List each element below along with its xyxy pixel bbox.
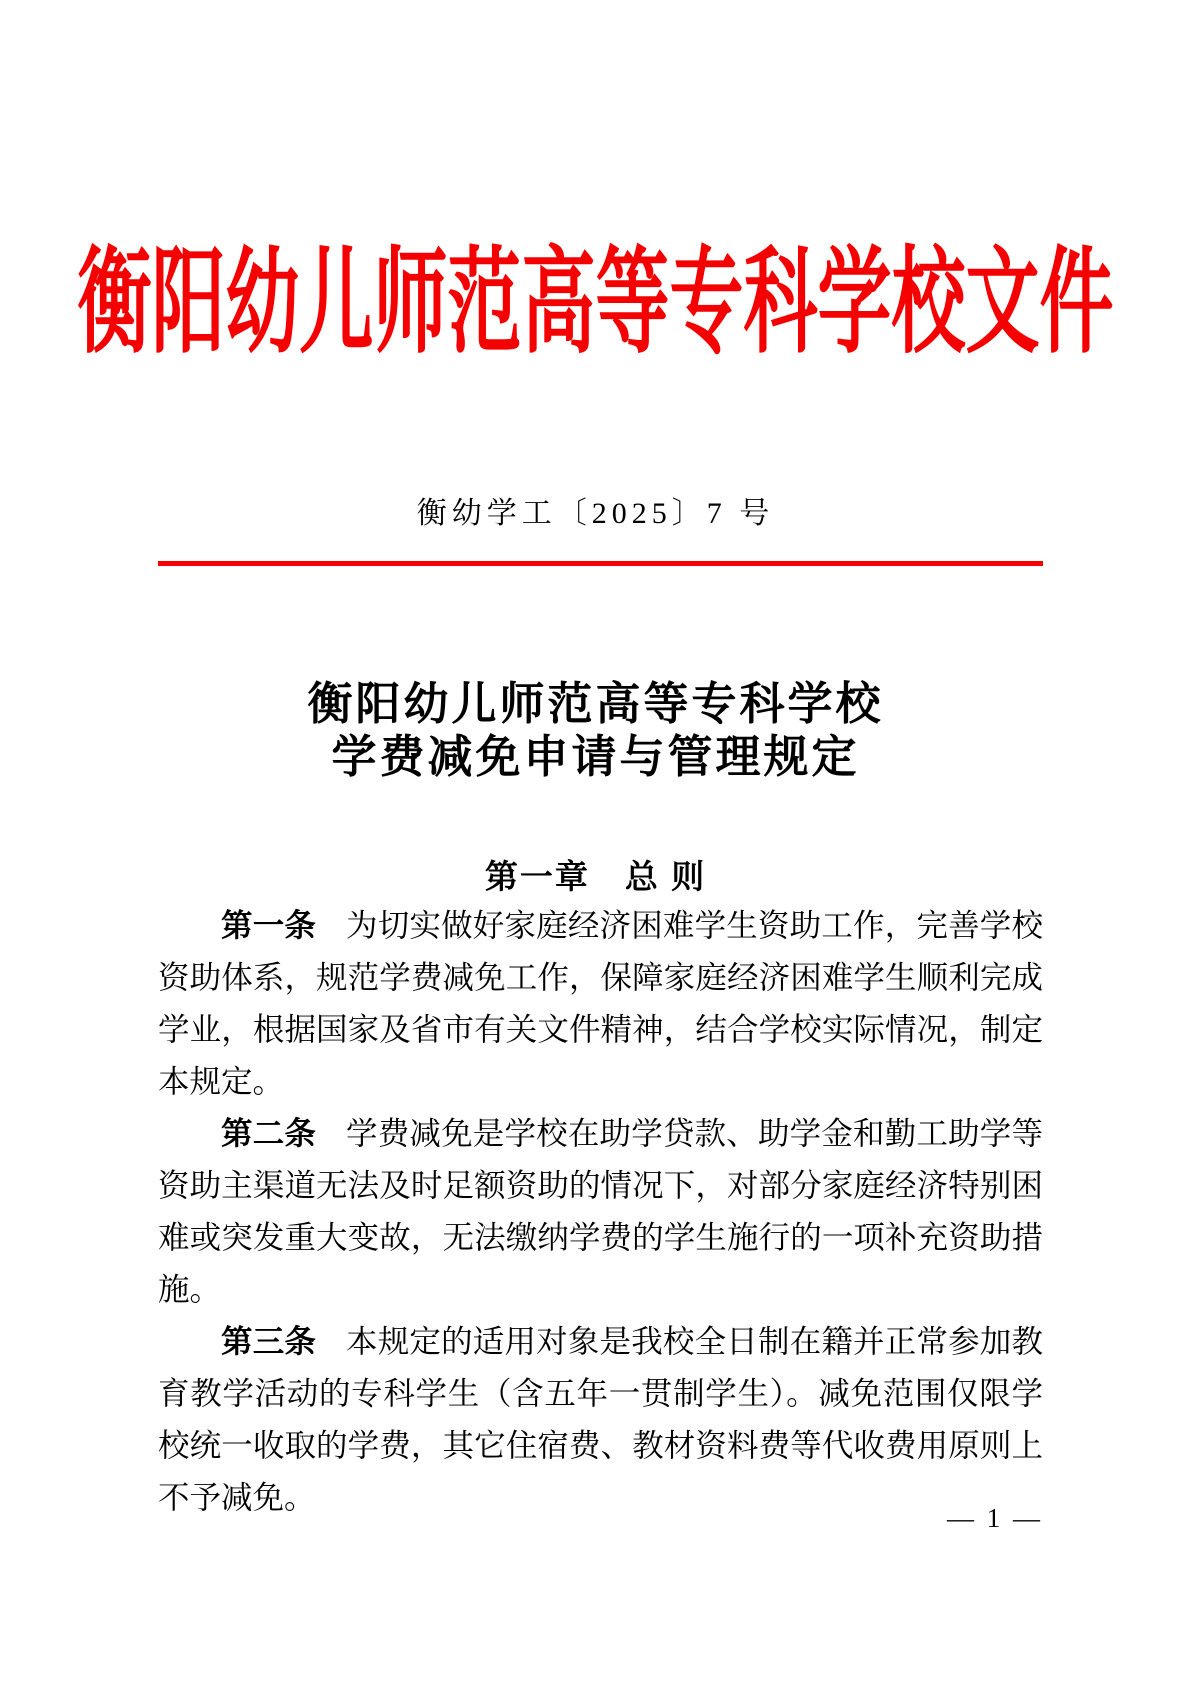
document-title-line1: 衡阳幼儿师范高等专科学校 <box>307 679 884 729</box>
page-number: — 1 — <box>947 1503 1043 1533</box>
document-body <box>158 900 1043 1524</box>
chapter-heading: 第一章 总 则 <box>484 858 707 895</box>
letterhead <box>0 240 1191 368</box>
article-paragraph <box>158 900 1043 1108</box>
article-label: 第三条 <box>221 1324 317 1359</box>
article-label: 第二条 <box>221 1116 317 1151</box>
letterhead-divider-line <box>158 561 1043 566</box>
letterhead-org-title: 衡阳幼儿师范高等专科学校文件 <box>77 240 1114 368</box>
article-label: 第一条 <box>221 908 317 943</box>
article-paragraph <box>158 1108 1043 1316</box>
article-text: 本规定的适用对象是我校全日制在籍并正常参加教育教学活动的专科学生（含五年一贯制学生）。减免范围仅限学校统一收取的学费，其它住宿费、教材资料费等代收费用原则上不予减免。 <box>158 1324 1043 1515</box>
article-paragraph <box>158 1316 1043 1524</box>
document-title-line2: 学费减免申请与管理规定 <box>331 732 860 782</box>
article-text: 为切实做好家庭经济困难学生资助工作，完善学校资助体系，规范学费减免工作，保障家庭经济困难学生顺利完成学业，根据国家及省市有关文件精神，结合学校实际情况，制定本规定。 <box>158 908 1043 1099</box>
document-title <box>0 678 1191 784</box>
document-number: 衡幼学工〔2025〕7 号 <box>416 497 775 530</box>
article-text: 学费减免是学校在助学贷款、助学金和勤工助学等资助主渠道无法及时足额资助的情况下，对部分家庭经济特别困难或突发重大变故，无法缴纳学费的学生施行的一项补充资助措施。 <box>158 1116 1043 1307</box>
